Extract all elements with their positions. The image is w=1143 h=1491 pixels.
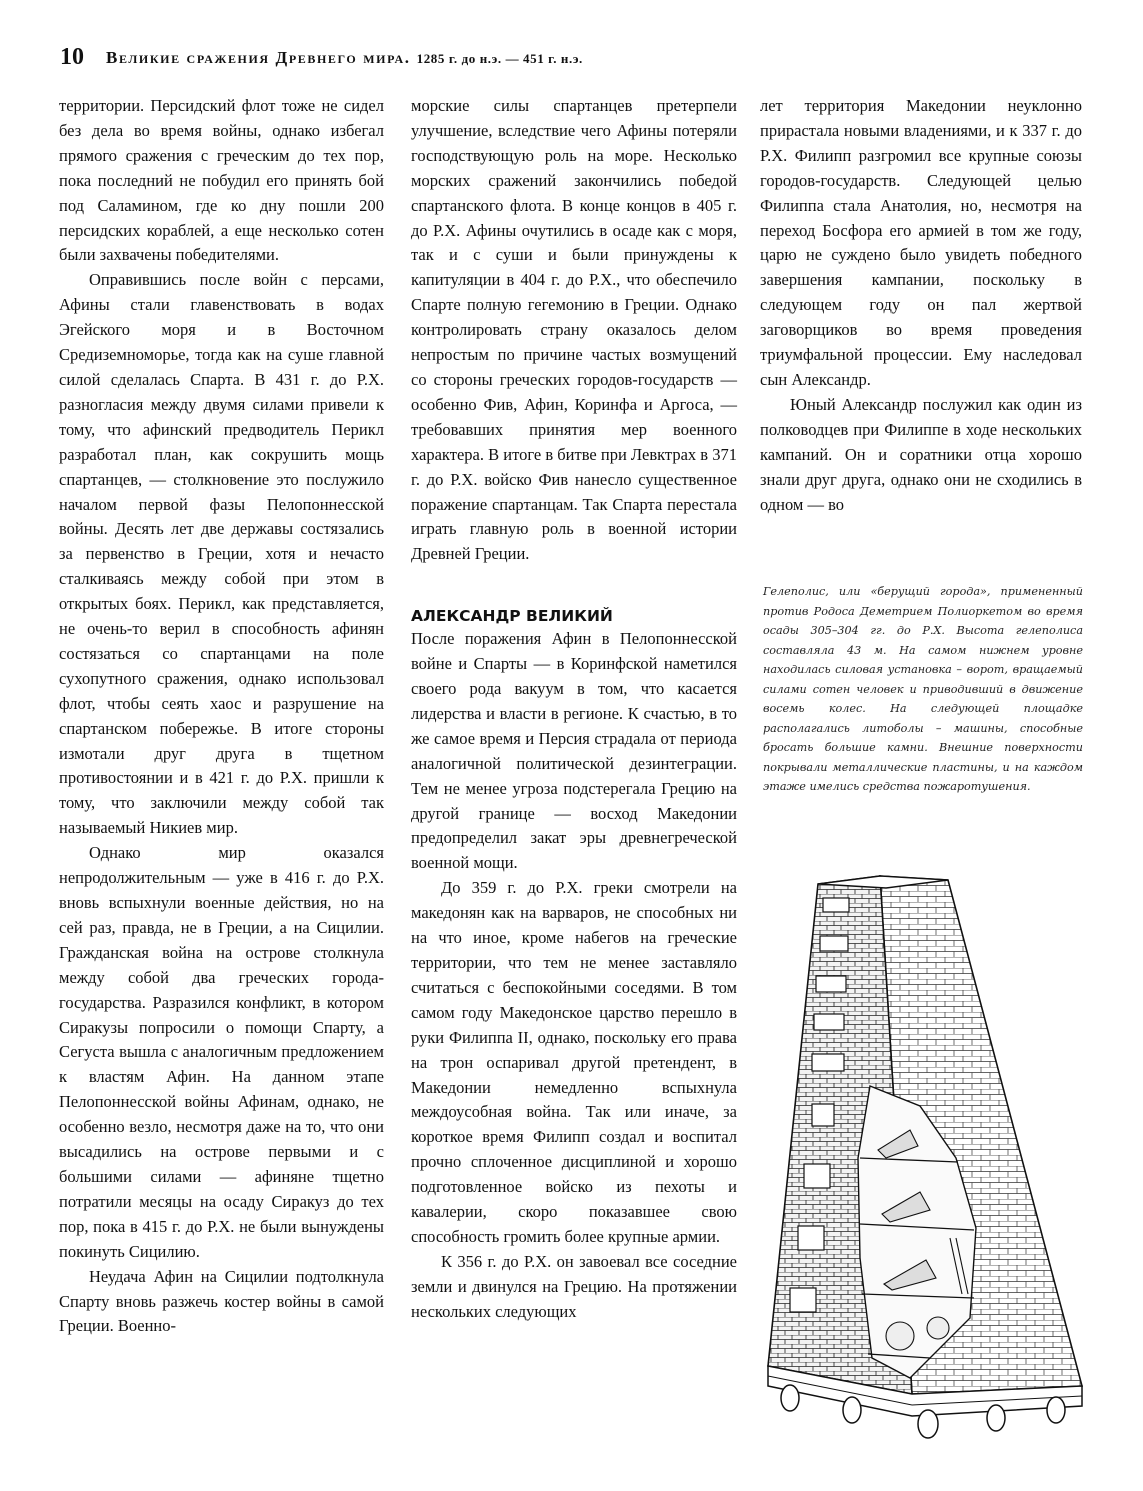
paragraph: После поражения Афин в Пелопоннесской войне и Спарты — в Коринфской наметился своего рода вакуум в том, что касается лидерства и власти в регионе. К счастью, в то же самое время и Персия страдала от периода аналогичной политической дезинтеграции. Тем не менее угроза подстерегала Грецию на другой границе — восход Македонии предопределил закат эры древнегреческой военной мощи. — [411, 629, 737, 873]
running-header — [60, 44, 1100, 72]
running-title — [106, 48, 583, 68]
page-number: 10 — [60, 44, 84, 70]
paragraph: лет территория Македонии неуклонно прирастала новыми владениями, и к 337 г. до Р.Х. Филипп разгромил все крупные союзы городов-государств. Следующей целью Филиппа стала Анатолия, но, несмотря на переход Босфора его армией в том же году, царю не суждено было увидеть победного завершения кампании, поскольку в следующем году он пал жертвой заговорщиков во время проведения триумфальной процессии. Ему наследовал сын Александр. — [760, 96, 1082, 389]
paragraph: территории. Персидский флот тоже не сидел без дела во время войны, однако избегал прямого сражения с греческим до тех пор, пока последний не побудил его принять бой под Саламином, где ко дну пошли 200 персидских кораблей, а еще несколько сотен были захвачены победителями. — [59, 96, 384, 265]
paragraph: До 359 г. до Р.Х. греки смотрели на македонян как на варваров, не способных ни на что иное, кроме набегов на греческие территории, что тем не менее заставляло считаться с беспокойными соседями. В том самом году Македонское царство перешло в руки Филиппа II, однако, поскольку его права на трон оспаривал другой претендент, в Македонии немедленно вспыхнула междоусобная война. Так или иначе, за короткое время Филипп создал и воспитал прочно сплоченное дисциплиной и хорошо подготовленное войско из пехоты и кавалерии, скоро показавшее свою способность громить более крупные армии. — [411, 878, 737, 1246]
paragraph: Оправившись после войн с персами, Афины стали главенствовать в водах Эгейского моря и в Восточном Средиземноморье, тогда как на суше главной силой сделалась Спарта. В 431 г. до Р.Х. разногласия между двумя силами привели к тому, что афинский предводитель Перикл разработал план, как сокрушить мощь спартанцев, — столкновение это послужило началом первой фазы Пелопоннесской войны. Десять лет две державы состязались за первенство в Греции, хотя и нечасто сталкиваясь между собой при этом в открытых боях. Перикл, как представляется, не очень-то верил в способность афинян состязаться со спартанцами на поле сухопутного сражения, однако использовал флот, чтобы сеять хаос и разрушение на спартанском побережье. В итоге стороны измотали друг друга в тщетном противостоянии и в 421 г. до Р.Х. пришли к тому, что заключили между собой так называемый Никиев мир. — [59, 270, 384, 838]
paragraph: морские силы спартанцев претерпели улучшение, вследствие чего Афины потеряли господствующую роль на море. Несколько морских сражений закончились победой спартанского флота. В конце концов в 405 г. до Р.Х. Афины очутились в осаде как с моря, так и с суши и были принуждены к капитуляции в 404 г. до Р.Х., что обеспечило Спарте полную гегемонию в Греции. Однако контролировать страну оказалось делом непростым по причине частых возмущений со стороны греческих городов-государств — особенно Фив, Афин, Коринфа и Аргоса, — требовавших принятия мер военного характера. В итоге в битве при Левктрах в 371 г. до Р.Х. войско Фив нанесло существенное поражение спартанцам. Так Спарта перестала играть главную роль в военной истории Древней Греции. — [411, 96, 737, 564]
section-heading: АЛЕКСАНДР ВЕЛИКИЙ — [411, 607, 613, 626]
paragraph: Неудача Афин на Сицилии подтолкнула Спарту вновь разжечь костер войны в самой Греции. Военно- — [59, 1266, 384, 1336]
paragraph: К 356 г. до Р.Х. он завоевал все соседние земли и двинулся на Грецию. На протяжении нескольких следующих — [411, 1251, 737, 1321]
text-column-1 — [59, 94, 384, 1339]
figure-caption: Гелеполис, или «берущий города», примененный против Родоса Деметрием Полиоркетом во время осады 305–304 гг. до Р.Х. Высота гелеполиса составляла 43 м. На самом нижнем уровне находилась силовая установка – ворот, вращаемый силами сотен человек и приводивший в движение восемь колес. На следующей площадке располагались литоболы – машины, способные бросать большие камни. Внешние поверхности покрывали металлические пластины, и на каждом этаже имелись средства пожаротушения. — [763, 585, 1083, 793]
text-column-3 — [760, 94, 1082, 517]
helepolis-siege-tower-illustration — [760, 858, 1084, 1448]
paragraph: Однако мир оказался непродолжительным — уже в 416 г. до Р.Х. вновь вспыхнули военные действия, но на сей раз, правда, не в Греции, а на Сицилии. Гражданская война на острове столкнула между собой два греческих города-государства. Разразился конфликт, в котором Сиракузы попросили о помощи Спарту, а Сегуста вышла с аналогичным предложением к властям Афин. На данном этапе Пелопоннесской войны Афинам, однако, не особенно везло, несмотря даже на то, что они высадились на острове первыми и с большими силами — афиняне тщетно потратили месяцы на осаду Сиракуз до тех пор, пока в 415 г. до Р.Х. не были вынуждены покинуть Сицилию. — [59, 843, 384, 1261]
running-title-text: Великие сражения Древнего мира. — [106, 48, 411, 67]
running-title-dates: 1285 г. до н.э. — 451 г. н.э. — [416, 51, 583, 66]
text-column-2 — [411, 94, 737, 1325]
paragraph: Юный Александр послужил как один из полководцев при Филиппе в ходе нескольких кампаний. Он и соратники отца хорошо знали друг друга, однако они не сходились в одном — во — [760, 394, 1082, 514]
